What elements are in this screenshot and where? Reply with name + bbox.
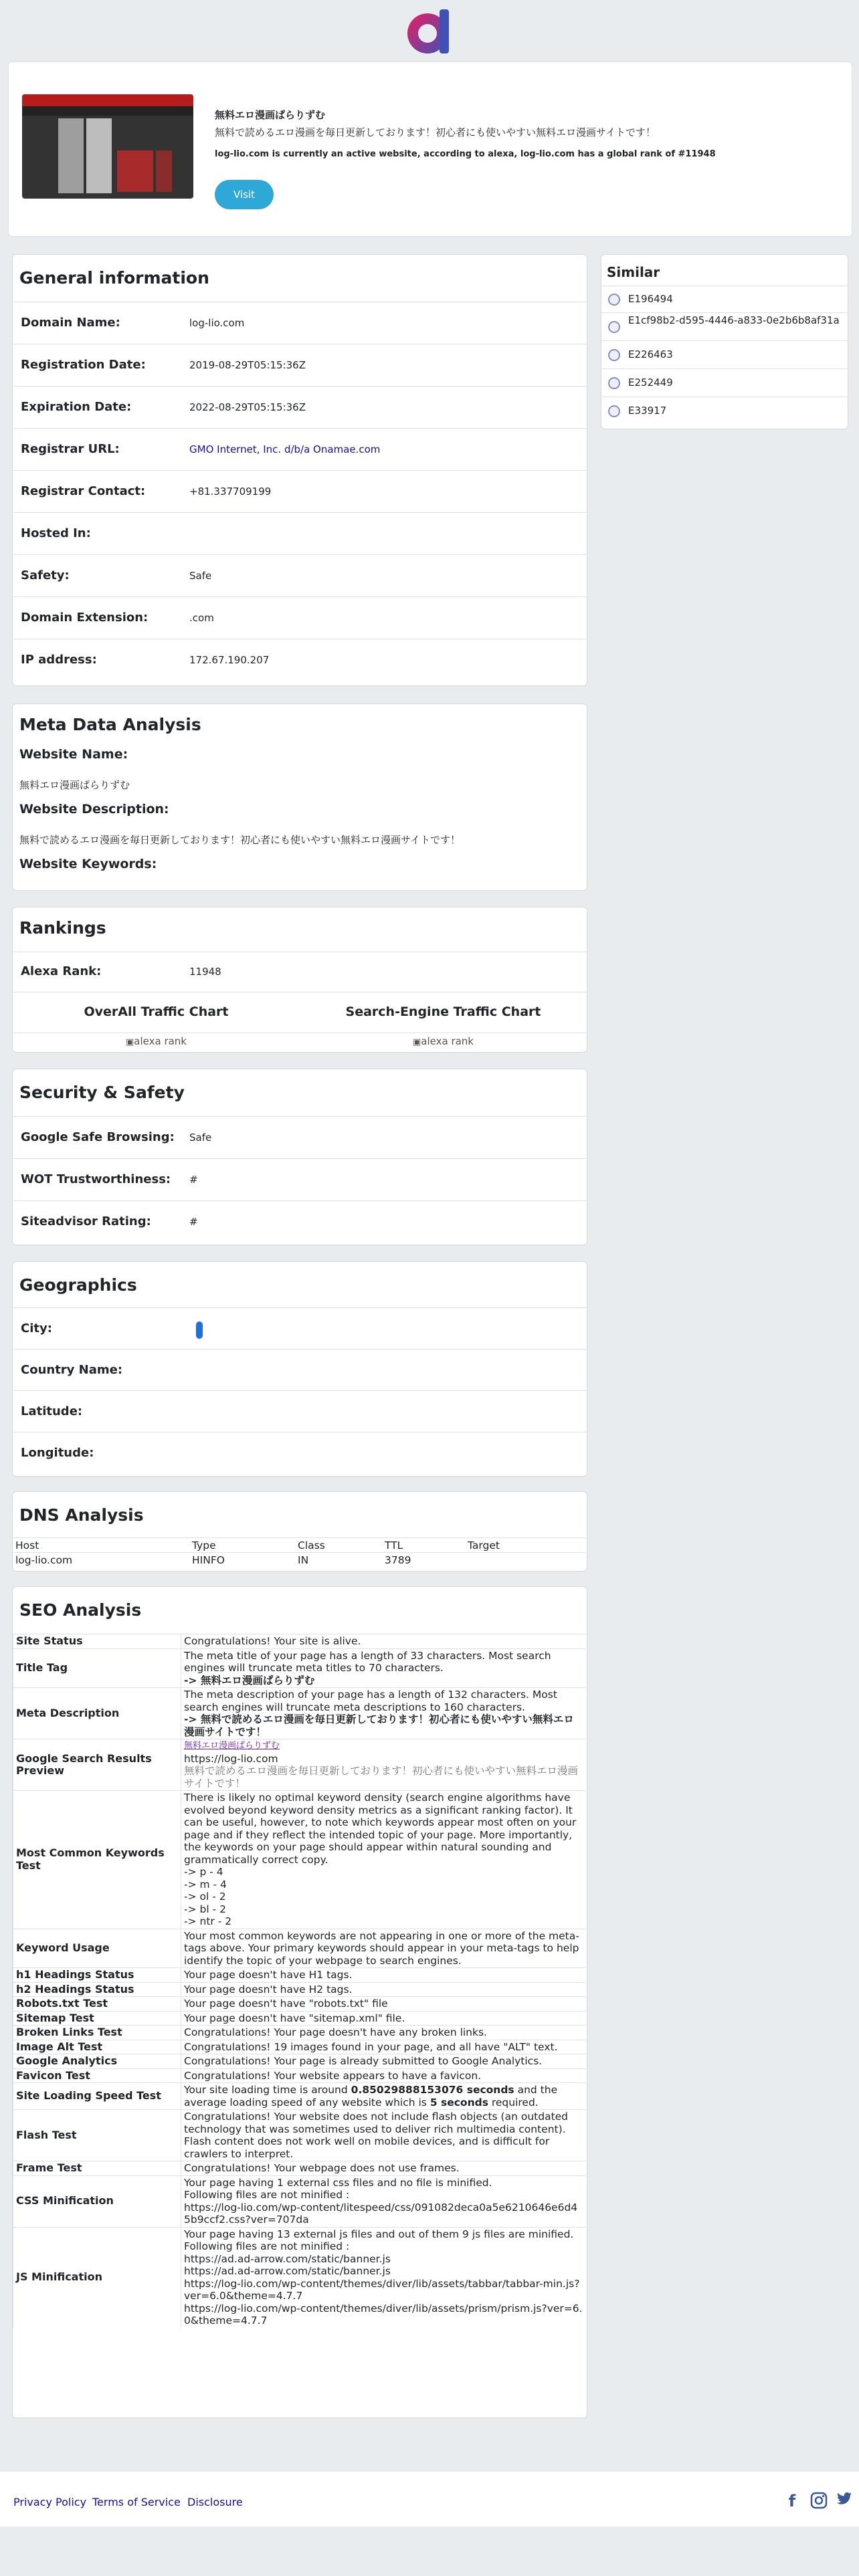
seo-row-title-tag: Title Tag The meta title of your page has a length of 33 characters. Most search engines will truncate meta titles to 70 characters. -> 無料エロ漫画ぱらりずむ: [13, 1648, 586, 1688]
seo-row-meta-description: Meta Description The meta description of your page has a length of 132 characters. Most search engines will truncate meta descriptions to 160 characters. -> 無料で読めるエロ漫画を毎日更新しております！初心者にも使いやすい無料エロ漫画サイトです！: [13, 1688, 586, 1739]
seo-test-name: h2 Headings Status: [13, 1982, 181, 1997]
site-icon: [608, 377, 620, 389]
info-row-hosted-in: Hosted In:: [13, 512, 587, 555]
seo-row-broken-links: Broken Links Test Congratulations! Your page doesn't have any broken links.: [13, 2026, 586, 2040]
section-title: General information: [19, 268, 209, 288]
dns-analysis-card: [12, 1491, 587, 1572]
seo-test-name: Favicon Test: [13, 2068, 181, 2083]
site-screenshot: [22, 94, 193, 199]
seo-test-name: Broken Links Test: [13, 2026, 181, 2040]
info-row-registrar-url: Registrar URL: GMO Internet, Inc. d/b/a Onamae.com: [13, 428, 587, 471]
facebook-icon[interactable]: f: [788, 2492, 796, 2510]
dns-record-row: log-lio.com HINFO IN 3789: [13, 1553, 585, 1568]
seo-test-name: Most Common Keywords Test: [13, 1791, 181, 1929]
seo-test-name: Google Search Results Preview: [13, 1739, 181, 1791]
city-row: City:: [13, 1307, 587, 1350]
seo-row-loading-speed: Site Loading Speed Test Your site loading time is around 0.85029888153076 seconds and the average loading speed of any website which is 5 seconds required.: [13, 2083, 586, 2110]
siteadvisor-row: Siteadvisor Rating: #: [13, 1200, 587, 1244]
seo-test-name: Google Analytics: [13, 2054, 181, 2069]
website-keywords-label: Website Keywords:: [19, 857, 157, 871]
info-row-domain-name: Domain Name: log-lio.com: [13, 302, 587, 344]
seo-test-name: JS Minification: [13, 2227, 181, 2328]
seo-test-name: Meta Description: [13, 1688, 181, 1739]
seo-row-js-minification: JS Minification Your page having 13 external js files and out of them 9 js files are minified. Following files are not minified : https://ad.ad-arrow.com/static/banner.js https://ad.ad-arrow.com/static/banner.js https://log-lio.com/wp-content/themes/diver/lib/assets/tabbar/tabbar-min.js?ver=6.0&theme=4.7.7 https://log-lio.com/wp-content/themes/diver/lib/assets/prism/prism.js?ver=6.0&theme=4.7.7: [13, 2227, 586, 2328]
alexa-rank-row: Alexa Rank: 11948: [13, 952, 587, 992]
info-row-ip-address: IP address: 172.67.190.207: [13, 639, 587, 685]
seo-row-favicon: Favicon Test Congratulations! Your website appears to have a favicon.: [13, 2068, 586, 2083]
traffic-charts-row: [13, 992, 587, 1051]
seo-test-name: CSS Minification: [13, 2175, 181, 2227]
seo-test-name: Title Tag: [13, 1648, 181, 1688]
safe-browsing-row: Google Safe Browsing: Safe: [13, 1116, 587, 1159]
seo-row-image-alt: Image Alt Test Congratulations! 19 images found in your page, and all have "ALT" text.: [13, 2040, 586, 2054]
privacy-policy-link[interactable]: Privacy Policy: [13, 2496, 87, 2508]
site-title: 無料エロ漫画ぱらりずむ: [215, 109, 326, 121]
site-logo[interactable]: [402, 5, 456, 56]
seo-row-robots: Robots.txt Test Your page doesn't have "robots.txt" file: [13, 1997, 586, 2012]
similar-item[interactable]: E252449: [601, 368, 848, 397]
section-title: SEO Analysis: [19, 1600, 142, 1620]
site-rank-summary: log-lio.com is currently an active website, according to alexa, log-lio.com has a global rank of #11948: [215, 149, 716, 159]
site-description: 無料で読めるエロ漫画を毎日更新しております！初心者にも使いやすい無料エロ漫画サイトです！: [215, 126, 656, 138]
preview-title-link[interactable]: 無料エロ漫画ぱらりずむ: [184, 1741, 280, 1751]
seo-test-name: Frame Test: [13, 2161, 181, 2176]
twitter-icon[interactable]: [835, 2492, 854, 2510]
similar-item[interactable]: E33917: [601, 397, 848, 428]
general-information-card: [12, 254, 587, 686]
terms-of-service-link[interactable]: Terms of Service: [92, 2496, 181, 2508]
website-description-label: Website Description:: [19, 802, 169, 817]
seo-row-flash: Flash Test Congratulations! Your website does not include flash objects (an outdated technology that was sometimes used to deliver rich multimedia content). Flash content does not work well on mobile devices, and is difficult for crawlers to interpret.: [13, 2110, 586, 2161]
disclosure-link[interactable]: Disclosure: [187, 2496, 243, 2508]
search-engine-traffic-chart-title: Search-Engine Traffic Chart: [345, 1004, 541, 1019]
seo-table: [13, 1634, 585, 2328]
section-title: Security & Safety: [19, 1083, 185, 1102]
section-title: Meta Data Analysis: [19, 715, 201, 734]
similar-item[interactable]: E1cf98b2-d595-4446-a833-0e2b6b8af31a: [601, 312, 848, 341]
seo-row-h1: h1 Headings Status Your page doesn't have H1 tags.: [13, 1968, 586, 1983]
site-icon: [608, 405, 620, 417]
section-title: DNS Analysis: [19, 1505, 144, 1525]
search-engine-traffic-chart-image: ▣alexa rank: [412, 1035, 474, 1047]
dns-table: [13, 1537, 585, 1567]
seo-test-name: Keyword Usage: [13, 1929, 181, 1968]
longitude-row: Longitude:: [13, 1432, 587, 1475]
preview-description: 無料で読めるエロ漫画を毎日更新しております！初心者にも使いやすい無料エロ漫画サイトです！: [184, 1765, 579, 1790]
website-name-label: Website Name:: [19, 747, 128, 762]
seo-row-frame: Frame Test Congratulations! Your webpage does not use frames.: [13, 2161, 586, 2176]
instagram-icon[interactable]: [809, 2492, 828, 2510]
section-title: Rankings: [19, 918, 106, 938]
website-description-value: 無料で読めるエロ漫画を毎日更新しております！初心者にも使いやすい無料エロ漫画サイトです！: [19, 834, 460, 846]
seo-row-site-status: Site Status Congratulations! Your site is alive.: [13, 1634, 586, 1649]
info-row-domain-extension: Domain Extension: .com: [13, 597, 587, 639]
seo-test-name: Site Status: [13, 1634, 181, 1649]
seo-row-analytics: Google Analytics Congratulations! Your page is already submitted to Google Analytics.: [13, 2054, 586, 2069]
overall-traffic-chart-image: ▣alexa rank: [125, 1035, 187, 1047]
info-row-registration-date: Registration Date: 2019-08-29T05:15:36Z: [13, 344, 587, 387]
info-row-registrar-contact: Registrar Contact: +81.337709199: [13, 470, 587, 513]
seo-row-h2: h2 Headings Status Your page doesn't have H2 tags.: [13, 1982, 586, 1997]
similar-title: Similar: [607, 264, 660, 280]
wot-trust-row: WOT Trustworthiness: #: [13, 1158, 587, 1201]
seo-test-name: Sitemap Test: [13, 2011, 181, 2026]
visit-button[interactable]: Visit: [215, 180, 274, 209]
site-icon: [608, 321, 620, 333]
dns-header-row: Host Type Class TTL Target: [13, 1538, 585, 1553]
site-summary-card: [8, 62, 852, 237]
similar-item[interactable]: E226463: [601, 340, 848, 369]
website-name-value: 無料エロ漫画ぱらりずむ: [19, 779, 130, 791]
info-row-safety: Safety: Safe: [13, 554, 587, 597]
seo-row-css-minification: CSS Minification Your page having 1 external css files and no file is minified. Following files are not minified : https://log-lio.com/wp-content/litespeed/css/091082deca0a5e6210646e6d45b9ccf2.css?ver=707da: [13, 2175, 586, 2227]
info-row-expiration-date: Expiration Date: 2022-08-29T05:15:36Z: [13, 386, 587, 429]
latitude-row: Latitude:: [13, 1390, 587, 1432]
similar-item[interactable]: E196494: [601, 286, 848, 313]
seo-test-name: Image Alt Test: [13, 2040, 181, 2054]
footer: [0, 2472, 859, 2527]
geographics-card: [12, 1261, 587, 1477]
security-card: [12, 1069, 587, 1245]
overall-traffic-chart-title: OverAll Traffic Chart: [84, 1004, 229, 1019]
seo-test-name: Site Loading Speed Test: [13, 2083, 181, 2110]
seo-row-sitemap: Sitemap Test Your page doesn't have "sitemap.xml" file.: [13, 2011, 586, 2026]
site-icon: [608, 349, 620, 361]
seo-analysis-card: [12, 1586, 587, 2418]
seo-test-name: Flash Test: [13, 2110, 181, 2161]
preview-url: https://log-lio.com: [184, 1752, 278, 1765]
registrar-url-link[interactable]: GMO Internet, Inc. d/b/a Onamae.com: [189, 443, 381, 455]
seo-row-search-preview: [13, 1739, 586, 1791]
seo-test-name: Robots.txt Test: [13, 1997, 181, 2012]
seo-row-common-keywords: Most Common Keywords Test There is likely no optimal keyword density (search engine algorithms have evolved beyond keyword density metrics as a significant ranking factor). It can be useful, however, to note which keywords appear most often on your page and if they reflect the intended topic of your page. More importantly, the keywords on your page should appear within natural sounding and grammatically correct copy. -> p - 4 -> m - 4 -> ol - 2 -> bl - 2 -> ntr - 2: [13, 1791, 586, 1929]
map-marker-icon: [196, 1321, 203, 1339]
site-icon: [608, 294, 620, 306]
similar-sites-card: [601, 254, 848, 429]
seo-test-name: h1 Headings Status: [13, 1968, 181, 1983]
country-row: Country Name:: [13, 1349, 587, 1391]
rankings-card: [12, 907, 587, 1053]
seo-row-keyword-usage: Keyword Usage Your most common keywords are not appearing in one or more of the meta-tags above. Your primary keywords should appear in your meta-tags to help identify the topic of your webpage to search engines.: [13, 1929, 586, 1968]
meta-data-card: [12, 704, 587, 891]
section-title: Geographics: [19, 1275, 137, 1295]
